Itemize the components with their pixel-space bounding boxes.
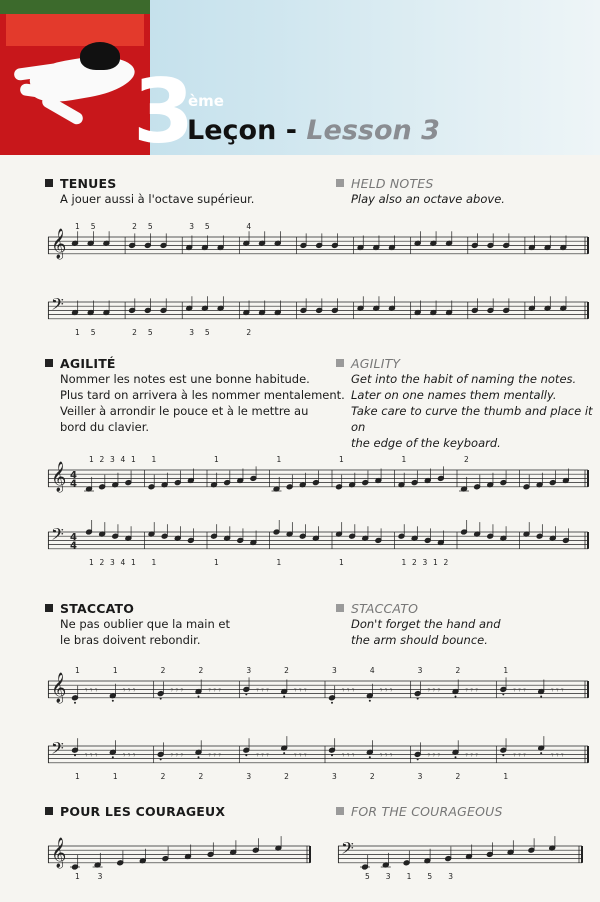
eighth-rest: 𝄾 — [95, 686, 98, 696]
text-agilite-line: Veiller à arrondir le pouce et à le mettre au — [60, 404, 309, 418]
fingering-number: 3 — [422, 557, 428, 567]
fingering-number: 4 — [369, 666, 375, 675]
fingering-number: 5 — [204, 327, 210, 337]
eighth-rest: 𝄾 — [551, 686, 554, 696]
time-signature: 4 — [70, 478, 77, 490]
bullet-square-icon — [336, 359, 344, 367]
fingering-number: 1 — [131, 455, 136, 464]
fingering-number: 2 — [132, 327, 137, 337]
fingering-number: 2 — [246, 327, 252, 337]
heading-staccato-en: STACCATO — [351, 601, 419, 616]
fingering-number: 3 — [246, 771, 252, 781]
staccato-dot — [198, 696, 200, 698]
staccato-dot — [74, 754, 76, 756]
bullet-square-icon — [336, 604, 344, 612]
bullet-square-icon — [45, 179, 53, 187]
eighth-rest: 𝄾 — [208, 751, 211, 761]
eighth-rest: 𝄾 — [261, 686, 264, 696]
fingering-number: 1 — [339, 557, 344, 567]
title-french: Leçon - — [187, 115, 307, 146]
fingering-number: 4 — [246, 222, 252, 231]
staccato-dot — [455, 756, 457, 758]
fingering-number: 1 — [131, 557, 136, 567]
time-signature: 4 — [70, 532, 77, 543]
eighth-rest: 𝄾 — [208, 686, 211, 696]
eighth-rest: 𝄾 — [127, 751, 131, 761]
text-staccato-en-line: the arm should bounce. — [351, 633, 488, 647]
bass-clef: 𝄢 — [51, 738, 64, 762]
eighth-rest: 𝄾 — [127, 686, 131, 696]
eighth-rest: 𝄾 — [437, 751, 441, 761]
section-staccato-en — [336, 601, 501, 648]
eighth-rest: 𝄾 — [432, 751, 436, 761]
staccato-dot — [160, 758, 162, 760]
fingering-number: 1 — [401, 557, 407, 567]
section-agility-en — [336, 356, 600, 451]
text-agilite-line: Nommer les notes est une bonne habitude. — [60, 372, 310, 386]
eighth-rest: 𝄾 — [470, 686, 473, 696]
heading-agilite: AGILITÉ — [60, 356, 116, 371]
heading-staccato: STACCATO — [60, 601, 135, 616]
text-tenues-line: A jouer aussi à l'octave supérieur. — [60, 192, 255, 206]
eighth-rest: 𝄾 — [342, 686, 345, 696]
eighth-rest: 𝄾 — [299, 686, 302, 696]
eighth-rest: 𝄾 — [551, 751, 554, 761]
fingering-number: 1 — [89, 557, 94, 567]
eighth-rest: 𝄾 — [384, 686, 388, 696]
eighth-rest: 𝄾 — [518, 751, 521, 761]
fingering-number: 3 — [332, 666, 337, 675]
text-staccato-line: le bras doivent rebondir. — [60, 633, 201, 647]
fingering-number: 1 — [89, 455, 94, 464]
staff-tenues-bass — [48, 277, 600, 347]
fingering-number: 3 — [385, 871, 391, 881]
eighth-rest: 𝄾 — [85, 751, 88, 761]
staccato-dot — [369, 756, 371, 758]
staff-staccato-bass — [48, 721, 600, 791]
heading-courageux: POUR LES COURAGEUX — [60, 804, 226, 819]
eighth-rest: 𝄾 — [470, 751, 473, 761]
fingering-number: 1 — [151, 557, 157, 567]
staccato-dot — [112, 700, 114, 702]
staccato-dot — [331, 754, 333, 756]
fingering-number: 2 — [443, 557, 449, 567]
fingering-number: 1 — [503, 666, 509, 675]
eighth-rest: 𝄾 — [561, 686, 564, 696]
fingering-number: 4 — [120, 557, 126, 567]
staff-courageux-treble — [48, 821, 330, 891]
eighth-rest: 𝄾 — [342, 751, 345, 761]
title-english: Lesson 3 — [306, 115, 440, 146]
fingering-number: 1 — [75, 771, 80, 781]
fingering-number: 2 — [198, 666, 204, 675]
staccato-dot — [198, 756, 200, 758]
fingering-number: 2 — [132, 222, 137, 231]
staff-courageous-bass — [338, 821, 600, 891]
fingering-number: 2 — [198, 771, 204, 781]
text-agility-line: the edge of the keyboard. — [351, 436, 501, 450]
fingering-number: 3 — [110, 455, 115, 464]
eighth-rest: 𝄾 — [347, 751, 350, 761]
text-agility-line: Later on one names them mentally. — [351, 388, 557, 402]
bass-clef: 𝄢 — [51, 294, 64, 318]
eighth-rest: 𝄾 — [379, 686, 383, 696]
bullet-square-icon — [45, 807, 53, 815]
eighth-rest: 𝄾 — [523, 686, 526, 696]
fingering-number: 3 — [417, 771, 423, 781]
fingering-number: 2 — [160, 771, 166, 781]
staccato-dot — [160, 698, 162, 700]
staccato-dot — [369, 700, 371, 702]
eighth-rest: 𝄾 — [347, 686, 350, 696]
staccato-dot — [112, 756, 114, 758]
eighth-rest: 𝄾 — [304, 751, 307, 761]
treble-clef: 𝄞 — [51, 462, 67, 492]
fingering-number: 3 — [97, 871, 103, 881]
fingering-number: 2 — [369, 771, 375, 781]
fingering-number: 1 — [503, 771, 509, 781]
fingering-number: 1 — [406, 871, 412, 881]
eighth-rest: 𝄾 — [213, 686, 216, 696]
fingering-number: 3 — [110, 557, 115, 567]
staccato-dot — [74, 702, 76, 704]
fingering-number: 5 — [147, 222, 153, 231]
treble-clef: 𝄞 — [51, 838, 67, 868]
eighth-rest: 𝄾 — [465, 751, 468, 761]
fingering-number: 1 — [276, 557, 282, 567]
eighth-rest: 𝄾 — [95, 751, 98, 761]
bullet-square-icon — [45, 604, 53, 612]
fingering-number: 5 — [204, 222, 210, 231]
text-agilite-line: bord du clavier. — [60, 420, 150, 434]
fingering-number: 5 — [90, 327, 96, 337]
fingering-number: 2 — [284, 771, 289, 781]
photo-red-band — [6, 14, 144, 46]
eighth-rest: 𝄾 — [170, 686, 174, 696]
eighth-rest: 𝄾 — [465, 686, 468, 696]
eighth-rest: 𝄾 — [304, 686, 307, 696]
photo-cat — [80, 42, 120, 70]
fingering-number: 2 — [99, 557, 105, 567]
fingering-number: 3 — [189, 222, 195, 231]
staccato-dot — [331, 702, 333, 704]
fingering-number: 1 — [214, 557, 219, 567]
fingering-number: 2 — [284, 666, 289, 675]
eighth-rest: 𝄾 — [170, 751, 174, 761]
staccato-dot — [283, 752, 285, 754]
eighth-rest: 𝄾 — [261, 751, 264, 761]
eighth-rest: 𝄾 — [175, 751, 179, 761]
section-staccato-fr — [45, 601, 230, 648]
eighth-rest: 𝄾 — [523, 751, 526, 761]
eighth-rest: 𝄾 — [475, 686, 478, 696]
bullet-square-icon — [336, 179, 344, 187]
fingering-number: 1 — [75, 666, 80, 675]
time-signature: 4 — [70, 540, 77, 552]
fingering-number: 3 — [448, 871, 453, 881]
staccato-dot — [245, 754, 247, 756]
fingering-number: 5 — [90, 222, 96, 231]
lesson-number-suffix: ème — [188, 92, 224, 110]
text-held-notes-line: Play also an octave above. — [351, 192, 505, 206]
staccato-dot — [540, 696, 542, 698]
fingering-number: 2 — [412, 557, 417, 567]
fingering-number: 5 — [147, 327, 153, 337]
eighth-rest: 𝄾 — [256, 686, 259, 696]
eighth-rest: 𝄾 — [266, 686, 269, 696]
staff-tenues-treble — [48, 212, 600, 282]
fingering-number: 1 — [433, 557, 438, 567]
eighth-rest: 𝄾 — [256, 751, 259, 761]
treble-clef: 𝄞 — [51, 673, 67, 703]
eighth-rest: 𝄾 — [180, 751, 184, 761]
staccato-dot — [417, 698, 419, 700]
eighth-rest: 𝄾 — [132, 751, 136, 761]
page-title — [187, 115, 440, 146]
eighth-rest: 𝄾 — [85, 686, 88, 696]
fingering-number: 4 — [120, 455, 126, 464]
text-staccato-line: Ne pas oublier que la main et — [60, 617, 230, 631]
eighth-rest: 𝄾 — [218, 751, 221, 761]
staccato-dot — [502, 754, 504, 756]
section-agilite-fr — [45, 356, 345, 435]
staccato-dot — [417, 758, 419, 760]
section-held-notes-en — [336, 176, 505, 207]
text-agility-line: Get into the habit of naming the notes. — [351, 372, 577, 386]
bass-clef: 𝄢 — [51, 524, 64, 548]
fingering-number: 1 — [401, 455, 407, 464]
eighth-rest: 𝄾 — [122, 751, 126, 761]
staccato-dot — [245, 693, 247, 695]
eighth-rest: 𝄾 — [384, 751, 388, 761]
eighth-rest: 𝄾 — [513, 751, 516, 761]
staff-staccato-treble — [48, 656, 600, 726]
eighth-rest: 𝄾 — [180, 686, 184, 696]
staccato-dot — [540, 752, 542, 754]
heading-agility: AGILITY — [351, 356, 401, 371]
bass-clef: 𝄢 — [341, 838, 354, 862]
cat-hand-photo — [0, 0, 150, 155]
eighth-rest: 𝄾 — [561, 751, 564, 761]
staff-agility-bass — [48, 507, 600, 577]
fingering-number: 1 — [276, 455, 282, 464]
heading-courageous: FOR THE COURAGEOUS — [351, 804, 503, 819]
bullet-square-icon — [336, 807, 344, 815]
fingering-number: 1 — [112, 666, 118, 675]
eighth-rest: 𝄾 — [294, 686, 297, 696]
fingering-number: 3 — [189, 327, 195, 337]
fingering-number: 3 — [332, 771, 337, 781]
fingering-number: 2 — [160, 666, 166, 675]
fingering-number: 2 — [455, 771, 461, 781]
eighth-rest: 𝄾 — [90, 751, 93, 761]
fingering-number: 1 — [75, 327, 80, 337]
eighth-rest: 𝄾 — [175, 686, 179, 696]
fingering-number: 2 — [464, 455, 469, 464]
heading-held-notes: HELD NOTES — [351, 176, 434, 191]
treble-clef: 𝄞 — [51, 229, 67, 259]
eighth-rest: 𝄾 — [475, 751, 478, 761]
fingering-number: 1 — [214, 455, 219, 464]
photo-green-strip — [0, 0, 150, 14]
section-courageous-en — [336, 804, 503, 819]
eighth-rest: 𝄾 — [352, 686, 355, 696]
fingering-number: 1 — [75, 871, 80, 881]
section-courageux-fr — [45, 804, 225, 819]
lesson-number: 3 — [133, 60, 193, 163]
fingering-number: 1 — [151, 455, 157, 464]
fingering-number: 5 — [365, 871, 370, 881]
text-agilite-line: Plus tard on arrivera à les nommer mentalement. — [60, 388, 345, 402]
eighth-rest: 𝄾 — [90, 686, 93, 696]
eighth-rest: 𝄾 — [294, 751, 297, 761]
eighth-rest: 𝄾 — [432, 686, 436, 696]
eighth-rest: 𝄾 — [556, 751, 559, 761]
fingering-number: 5 — [427, 871, 433, 881]
eighth-rest: 𝄾 — [213, 751, 216, 761]
text-agility-line: Take care to curve the thumb and place it on — [351, 404, 593, 434]
fingering-number: 3 — [246, 666, 252, 675]
heading-tenues: TENUES — [60, 176, 117, 191]
eighth-rest: 𝄾 — [437, 686, 441, 696]
text-staccato-en-line: Don't forget the hand and — [351, 617, 501, 631]
fingering-number: 3 — [417, 666, 423, 675]
fingering-number: 1 — [75, 222, 80, 231]
eighth-rest: 𝄾 — [266, 751, 269, 761]
eighth-rest: 𝄾 — [427, 686, 431, 696]
section-tenues-fr — [45, 176, 254, 207]
eighth-rest: 𝄾 — [122, 686, 126, 696]
eighth-rest: 𝄾 — [518, 686, 521, 696]
fingering-number: 2 — [99, 455, 105, 464]
fingering-number: 1 — [112, 771, 118, 781]
eighth-rest: 𝄾 — [218, 686, 221, 696]
eighth-rest: 𝄾 — [513, 686, 516, 696]
eighth-rest: 𝄾 — [352, 751, 355, 761]
fingering-number: 1 — [339, 455, 344, 464]
staccato-dot — [455, 696, 457, 698]
eighth-rest: 𝄾 — [389, 686, 393, 696]
staccato-dot — [283, 696, 285, 698]
eighth-rest: 𝄾 — [389, 751, 393, 761]
eighth-rest: 𝄾 — [427, 751, 431, 761]
time-signature: 4 — [70, 470, 77, 481]
eighth-rest: 𝄾 — [132, 686, 136, 696]
staccato-dot — [502, 693, 504, 695]
bullet-square-icon — [45, 359, 53, 367]
eighth-rest: 𝄾 — [299, 751, 302, 761]
eighth-rest: 𝄾 — [379, 751, 383, 761]
fingering-number: 2 — [455, 666, 461, 675]
staff-agility-treble — [48, 445, 600, 515]
eighth-rest: 𝄾 — [556, 686, 559, 696]
